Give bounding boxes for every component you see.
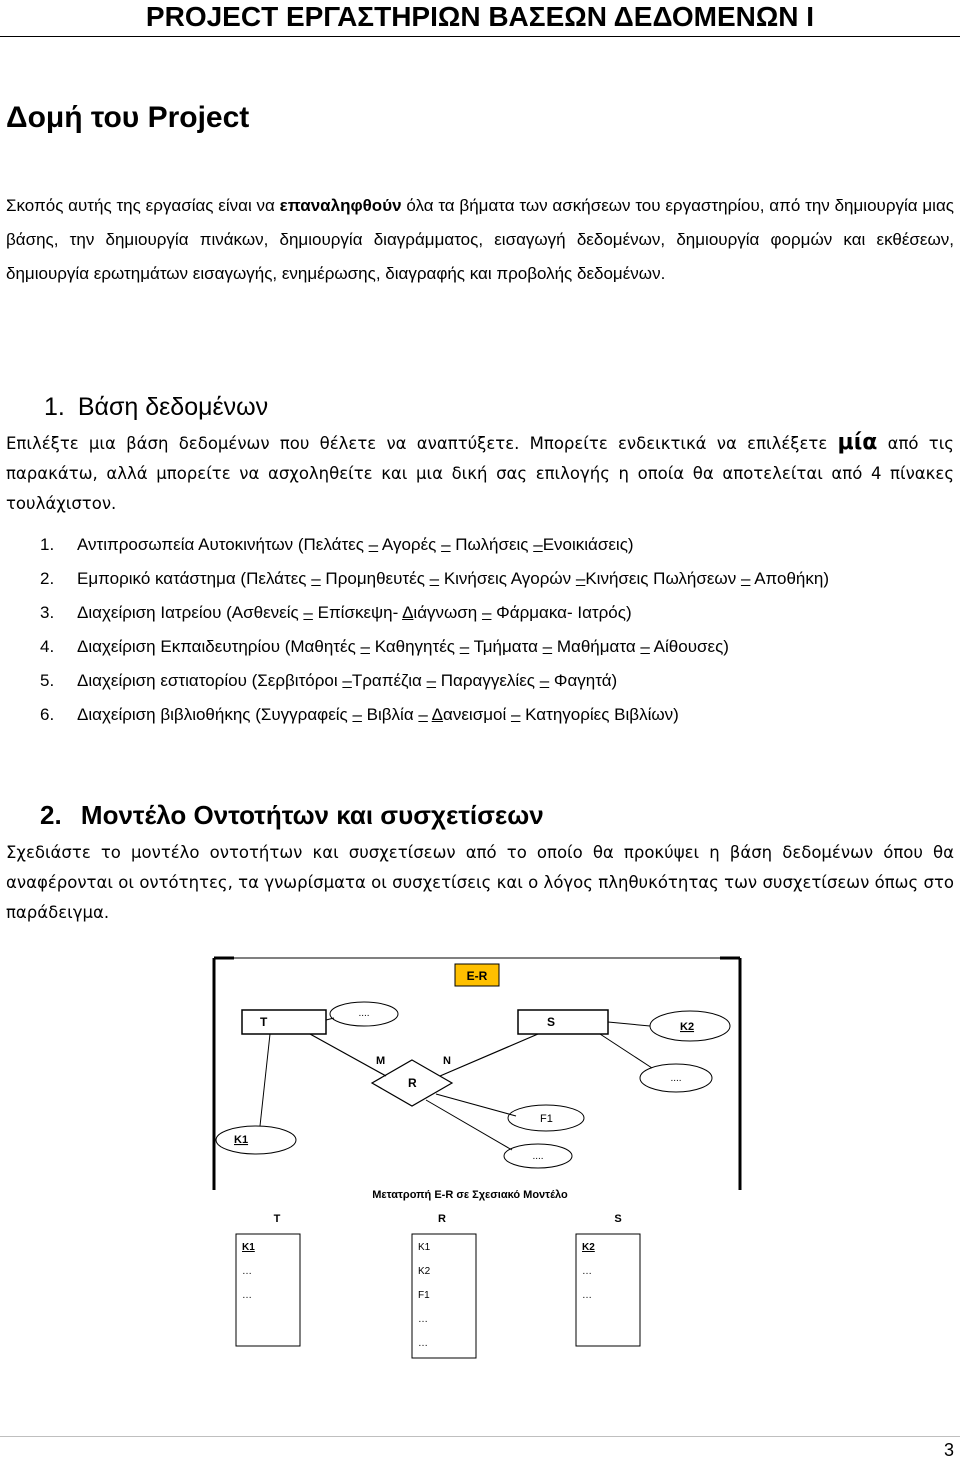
- er-section-number: 2.: [40, 800, 62, 830]
- attr-dots-r-label: ....: [532, 1151, 544, 1162]
- db-option-text: Αίθουσες): [649, 637, 729, 656]
- db-option-text: –: [481, 603, 492, 622]
- db-option-text: Επίσκεψη-: [312, 603, 403, 622]
- db-option-item: [40, 664, 958, 698]
- db-option-text: –: [368, 535, 379, 554]
- line-t-r: [310, 1034, 386, 1076]
- table-s-row-3: …: [582, 1290, 592, 1301]
- db-option-text: Μαθήματα: [552, 637, 641, 656]
- db-option-text: –: [510, 705, 521, 724]
- db-option-text: Δ: [402, 603, 414, 622]
- intro-text-2: όλα τα βήματα των ασκήσεων του εργαστηρίου, από την δημιουργία μιας βάσης, την δημιουργία πινάκων, δημιουργία διαγράμματος, εισαγωγή δεδομένων, δημιουργία φορμών και εκθέσεων, δημιουργία ερωτημάτων εισαγωγής, ενημέρωσης, διαγραφής και προβολής δεδομένων.: [6, 196, 954, 283]
- page-number: 3: [943, 1440, 954, 1460]
- db-section-paragraph: [6, 428, 954, 519]
- er-figure: [200, 950, 760, 1360]
- db-option-text: Διαχείριση βιβλιοθήκης (Συγγραφείς: [77, 705, 353, 724]
- db-option-number: 3.: [40, 603, 55, 622]
- db-option-text: –: [418, 705, 428, 724]
- db-option-text: –: [459, 637, 470, 656]
- db-option-item: [40, 562, 958, 596]
- db-option-text: Διαχείριση εστιατορίου (Σερβιτόροι: [77, 671, 343, 690]
- db-option-text: Κατηγορίες Βιβλίων): [520, 705, 679, 724]
- er-section-paragraph: Σχεδιάστε το μοντέλο οντοτήτων και συσχετίσεων από το οποίο θα προκύψει η βάση δεδομένων όπου θα αναφέρονται οι οντότητες, τα γνωρίσματα οι συσχετίσεις και ο λόγος πληθυκότητας των συσχετίσεων όπως στο παράδειγμα.: [6, 843, 954, 922]
- card-m: M: [376, 1055, 386, 1067]
- db-option-text: –: [360, 637, 370, 656]
- er-title-label: E-R: [466, 969, 488, 983]
- db-option-text: –: [542, 637, 553, 656]
- db-option-text: –: [640, 637, 650, 656]
- line-r-dots: [426, 1100, 512, 1150]
- header-rule: [0, 36, 960, 37]
- table-r-name: R: [438, 1213, 446, 1225]
- table-s-row-2: …: [582, 1266, 592, 1277]
- db-option-text: Βιβλία: [361, 705, 419, 724]
- attr-dots-s-label: ....: [670, 1073, 682, 1084]
- card-n: N: [443, 1055, 451, 1067]
- db-option-text: –: [533, 535, 543, 554]
- db-option-item: [40, 698, 958, 732]
- db-option-item: [40, 528, 958, 562]
- db-option-text: Τμήματα: [469, 637, 543, 656]
- db-option-text: –: [426, 671, 437, 690]
- db-option-item: [40, 630, 958, 664]
- db-option-number: 6.: [40, 705, 55, 724]
- relationship-r-label: R: [408, 1076, 417, 1090]
- intro-text-1: Σκοπός αυτής της εργασίας είναι να: [6, 196, 280, 215]
- db-option-text: Πωλήσεις: [450, 535, 534, 554]
- entity-t: [242, 1010, 326, 1034]
- db-option-text: Αποθήκη): [750, 569, 829, 588]
- intro-paragraph: [6, 189, 954, 291]
- attr-k1: [216, 1126, 296, 1154]
- entity-t-label: T: [260, 1015, 268, 1029]
- table-r-row-5: …: [418, 1338, 428, 1349]
- section-title: Δομή του Project: [6, 101, 250, 134]
- db-option-text: –: [311, 569, 321, 588]
- db-option-text: –: [429, 569, 440, 588]
- table-r-row-3: F1: [418, 1290, 430, 1301]
- db-option-number: 1.: [40, 535, 55, 554]
- document-header-title: PROJECT ΕΡΓΑΣΤΗΡΙΩΝ ΒΑΣΕΩΝ ΔΕΔΟΜΕΝΩΝ Ι: [145, 1, 815, 32]
- db-option-text: Αντιπροσωπεία Αυτοκινήτων (Πελάτες: [77, 535, 369, 554]
- attr-k2-label: K2: [680, 1021, 695, 1033]
- db-option-text: Διαχείριση Ιατρείου (Ασθενείς: [77, 603, 304, 622]
- db-option-text: Προμηθευτές: [320, 569, 430, 588]
- db-option-text: Διαχείριση Εκπαιδευτηρίου (Μαθητές: [77, 637, 361, 656]
- db-option-text: Καθηγητές: [369, 637, 460, 656]
- attr-k1-label: K1: [234, 1134, 249, 1146]
- entity-s-label: S: [547, 1015, 556, 1029]
- db-option-text: Παραγγελίες: [436, 671, 540, 690]
- db-option-text: –: [303, 603, 313, 622]
- intro-bold-word: επαναληφθούν: [279, 196, 402, 215]
- db-option-text: Φαγητά): [549, 671, 618, 690]
- db-option-text: –: [441, 535, 451, 554]
- db-option-item: [40, 596, 958, 630]
- db-option-text: ανεισμοί: [443, 705, 511, 724]
- db-section-heading: [44, 392, 268, 422]
- table-t-row-1: K1: [242, 1242, 255, 1253]
- table-r-row-4: …: [418, 1314, 428, 1325]
- table-t-row-3: …: [242, 1290, 252, 1301]
- db-options-list: [40, 528, 958, 732]
- db-option-text: –: [740, 569, 751, 588]
- table-s-row-1: K2: [582, 1242, 595, 1253]
- table-t-row-2: …: [242, 1266, 252, 1277]
- er-section-heading: [40, 800, 544, 830]
- db-section-number: 1.: [44, 393, 65, 421]
- attr-f1-label: F1: [540, 1113, 553, 1125]
- db-emph-word: μία: [837, 430, 878, 455]
- db-option-text: Αγορές: [378, 535, 442, 554]
- db-option-text: –: [575, 569, 586, 588]
- db-option-number: 4.: [40, 637, 55, 656]
- table-r-row-1: K1: [418, 1242, 431, 1253]
- db-option-text: –: [539, 671, 550, 690]
- db-option-text: Εμπορικό κατάστημα (Πελάτες: [77, 569, 312, 588]
- db-option-text: Τραπέζια: [351, 671, 427, 690]
- attr-dots-t-label: ....: [358, 1008, 370, 1019]
- db-option-text: Δ: [431, 705, 444, 724]
- db-option-text: –: [352, 705, 362, 724]
- table-s-name: S: [614, 1213, 622, 1225]
- db-option-number: 2.: [40, 569, 55, 588]
- db-option-text: Κινήσεις Αγορών: [439, 569, 576, 588]
- footer-rule: [0, 1436, 960, 1437]
- db-option-number: 5.: [40, 671, 55, 690]
- er-section-title: Μοντέλο Οντοτήτων και συσχετίσεων: [80, 800, 544, 830]
- db-text-1: Επιλέξτε μια βάση δεδομένων που θέλετε να αναπτύξετε. Μπορείτε ενδεικτικά να επιλέξετε: [6, 434, 838, 453]
- table-t-name: T: [273, 1213, 281, 1225]
- db-option-text: Φάρμακα- Ιατρός): [491, 603, 632, 622]
- db-option-text: ιάγνωση: [413, 603, 482, 622]
- db-option-text: Κινήσεις Πωλήσεων: [585, 569, 741, 588]
- line-s-r: [440, 1034, 538, 1076]
- db-option-text: –: [342, 671, 352, 690]
- db-option-text: Ενοικιάσεις): [542, 535, 634, 554]
- db-section-title: Βάση δεδομένων: [77, 393, 269, 421]
- entity-s: [518, 1010, 608, 1034]
- table-r-row-2: K2: [418, 1266, 431, 1277]
- conversion-title: Μετατροπή E-R σε Σχεσιακό Μοντέλο: [372, 1189, 568, 1201]
- db-text-2: από τις παρακάτω, αλλά μπορείτε να ασχοληθείτε και μια δική σας επιλογής η οποία θα αποτελείται από 4 πίνακες τουλάχιστον.: [6, 434, 954, 513]
